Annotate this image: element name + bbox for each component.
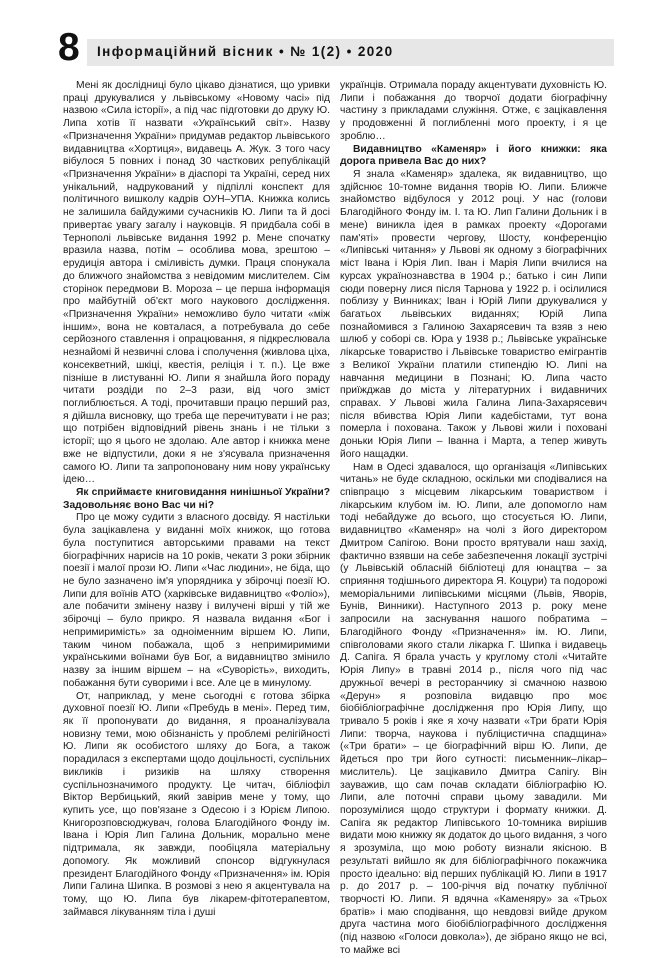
left-column bbox=[63, 80, 330, 919]
publication-title: Інформаційний вісник • № 1(2) • 2020 bbox=[97, 44, 394, 59]
page-number: 8 bbox=[58, 26, 80, 69]
question-heading: Як сприймаєте книговидання нинішньої України? Задовольняє воно Вас чи ні? bbox=[63, 487, 330, 511]
page-header bbox=[58, 26, 614, 69]
question-heading: Видавництво «Каменяр» і його книжки: яка дорога привела Вас до них? bbox=[340, 143, 607, 168]
paragraph: Про це можу судити з власного досвіду. Я настільки була зацікавлена у виданні моїх книжок, що готова була поступитися авторськими правами на текст біографічних нарисів на 10 років, чекати 3 роки збірник поезії і малої прози Ю. Липи «Час людини», не біда, що не було зазначено ім'я упорядника у збірочці поезії Ю. Липи для воїнів АТО (харківське видавництво «Фоліо»), але побачити змінену назву і вилучені вірші у тій же збірочці – було прикро. Я назвала видання «Бог і непримиримість» за одноіменним віршем Ю. Липи, таким чином побажала, щоб з непримиримими українськими воїнами був Бог, а видавництво змінило назву за іншим віршем – на «Суворість», виходить, побажання бути суворими і все. Але це в минулому. bbox=[63, 512, 330, 689]
paragraph: Нам в Одесі здавалося, що організація «Липівських читань» не буде складною, оскільки ми сподівалися на співпрацю з місцевим лікарським товариством і лікарським клубом ім. Ю. Липи, але допомогло нам тоді небайдуже до всього, що стосується Ю. Липи, видавництво «Каменяр» на чолі з його директором Дмитром Сапігою. Вони просто врятували наш захід, фактично взявши на себе забезпечення локації зустрічі (у Львівській обласній бібліотеці для юнацтва – за сприяння тодішнього директора Я. Коцури) та подорожі меморіальними липівськими місцями (Львів, Яворів, Бунів, Винники). Наступного 2013 р. року мене запросили на заснування нашого побратима – Благодійного Фонду «Призначення» ім. Ю. Липи, співголовами якого стали лікарка Г. Шипка і видавець Д. Сапіга. Я брала участь у круглому столі «Читайте Юрія Липу» в травні 2014 р., після чого під час дружньої вечері в ресторанчику зі смачною назвою «Дерун» я розповіла видавцю про моє біобібліографічне дослідження про Юрія Липу, що тривало 5 років і яке я хочу назвати «Три брати Юрія Липи: творча, наукова і публіцистична спадщина» («Три брати» – це біографічний вірш Ю. Липи, де йдеться про три його сутності: письменник–лікар–мислитель). Це зацікавило Дмитра Сапігу. Він зауважив, що сам почав складати бібліографію Ю. Липи, але поточні справи цьому завадили. Ми порозумілися щодо структури і формату книжки. Д. Сапіга як редактор Липівського 10-томника вирішив видати мою книжку як додаток до цього видання, з чого я зрозуміла, що мою роботу визнали якісною. В результаті вийшло як для бібліографічного покажчика просто ідеально: від перших публікацій Ю. Липи в 1917 р. до 2017 р. – 100-річчя від початку публічної творчості Ю. Липи. Я вдячна «Каменяру» за «Трьох братів» і маю сподівання, що невдовзі вийде друком друга частина мого біобібліографічного дослідження (під назвою «Голоси довкола»), де зібрано якщо не всі, то майже всі bbox=[340, 461, 607, 956]
header-bar bbox=[87, 39, 614, 66]
paragraph: Мені як дослідниці було цікаво дізнатися, що уривки праці друкувалися у львівському «Новому часі» під назвою «Сила історії», а під час підготовки до друку Ю. Липа хотів її назвати «Український світ». Назву «Призначення України» придумав редактор львівського видавництва «Хортиця», видавець А. Жук. З того часу вібулося 5 повних і понад 30 часткових републікацій «Призначення України» в діаспорі та Україні, серед них унікальний, надрукований у підпіллі конспект для політичного вишколу кадрів ОУН–УПА. Книжка колись не залишила байдужими сучасників Ю. Липи та й досі привертає увагу загалу і науковців. Я придбала собі в Тернополі львівське видання 1992 р. Мене спочатку вразила назва, потім – особлива мова, зрештою – ерудиція автора і сміливість думки. Праця спонукала до ближчого знайомства з невідомим мислителем. Сім сторінок передмови В. Мороза – це перша інформація про майбутній об'єкт мого наукового дослідження. «Призначення України» неможливо було читати «між іншим», вона не ковталася, а потребувала до себе серйозного ставлення і опрацювання, я підкреслювала незнайомі й незвичні слова і сполучення (живлова ціха, консекветний, шкіці, квестія, реліція і т. п.). Це вже пізніше в листуванні Ю. Липи я знайшла його пораду читати роздіди по 2–3 рази, від чого зміст поглиблюється. А тоді, прочитавши працю перший раз, я дійшла висновку, що треба ще перечитувати і не раз; що потрібен відповідний рівень знань і не тільки з історії; що я цього не здолаю. Але автор і книжка мене вже не відпустили, доки я не з'ясувала призначення самого Ю. Липи та запропоновану ним нову українську ідею… bbox=[63, 80, 330, 486]
paragraph: українців. Отримала пораду акцентувати духовність Ю. Липи і побажання до творчої додати біографічну частину з прикладами служіння. Отже, є зацікавлення у продовженні й поглибленні мого проекту, і я це зроблю… bbox=[340, 80, 607, 142]
paragraph: От, наприклад, у мене сьогодні є готова збірка духовної поезії Ю. Липи «Пребудь в мені». Перед тим, як її пропонувати до видання, я проаналізувала новизну теми, мою обізнаність у проблемі релігійності Ю. Липи як особистого шляху до Бога, а також порадилася з експертами щодо доцільності, суспільних викликів і ризиків на шляху створення суспільнозначимого продукту. Це читач, бібліофіл Віктор Вербицький, який завірив мене у тому, що купить усе, що пов'язане з Одесою і з Юрієм Липою. Книгорозповсюджувач, голова Благодійного Фонду ім. Івана і Юрія Лип Галина Дольник, морально мене підтримала, як завжди, пообіцяла матеріальну допомогу. Як можливий спонсор відгукнулася президент Благодійного Фонду «Призначення» ім. Юрія Липи Галина Шипка. В розмові з нею я акцентувала на тому, що Ю. Липа був лікарем-фітотерапевтом, займався лікуванням тіла і душі bbox=[63, 690, 330, 918]
right-column bbox=[340, 80, 607, 958]
paragraph: Я знала «Каменяр» здалека, як видавництво, що здійснює 10-томне видання творів Ю. Липи. Ближче знайомство відбулося у 2012 році. У нас (голови Благодійного Фонду ім. І. та Ю. Лип Галини Дольник і в мене) виникла ідея в рамках проекту «Дорогами пам'яті» провести чергову, Шосту, конференцію «Липівські читання» у Львові як одному з біографічних міст Івана і Юрія Лип. Іван і Марія Липи вчилися на курсах українознавства в 1904 р.; батько і син Липи сюди поверну лися після Тарнова у 1922 р. і осілилися поблизу у Винниках; Іван і Юрій Липи друкувалися у багатьох львівських виданнях; Юрій Липа познайомився з Галиною Захарясевич та взяв з нею шлюб у соборі св. Юра у 1938 р.; Львівське українське лікарське товариство і Львівське товариство емігрантів з Великої України платили стипендію Ю. Липі на навчання медицини в Познані; Ю. Липа часто приїжджав до міста у літературних і видавничих справах. У Львові жила Галина Липа-Захарясевич після вбивства Юрія Липи кадебістами, тут вона померла і похована. Також у Львові жили і поховані доньки Юрія Липи – Іванна і Марта, а тепер живуть його нащадки. bbox=[340, 169, 607, 460]
